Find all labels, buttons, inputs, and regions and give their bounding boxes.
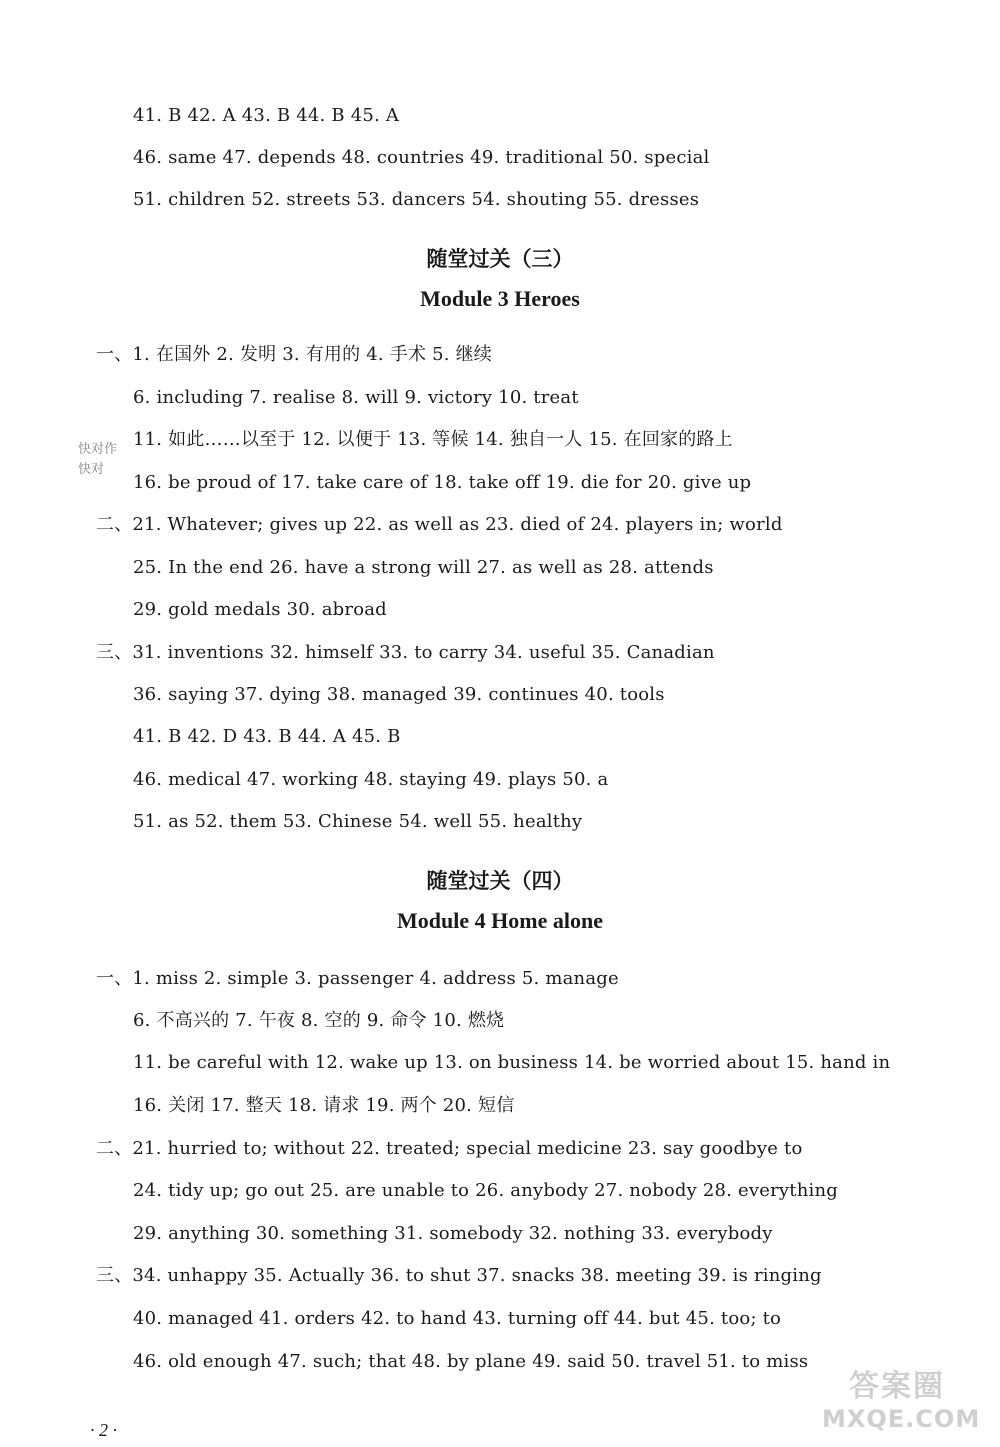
answer-line: 46. same 47. depends 48. countries 49. traditional 50. special: [133, 147, 710, 168]
module-title: Module 3 Heroes: [420, 286, 580, 311]
answer-line: [96, 1264, 822, 1288]
answer-line: 25. In the end 26. have a strong will 27. as well as 28. attends: [133, 557, 714, 578]
answer-line: 11. 如此……以至于 12. 以便于 13. 等候 14. 独自一人 15. 在回家的路上: [133, 429, 733, 450]
section-heading: 随堂过关（四）: [426, 869, 574, 893]
page-number: · 2 ·: [90, 1420, 117, 1440]
answer-line: 11. be careful with 12. wake up 13. on business 14. be worried about 15. hand in: [133, 1052, 891, 1073]
answer-line: 24. tidy up; go out 25. are unable to 26. anybody 27. nobody 28. everything: [133, 1180, 838, 1201]
answer-line: 46. old enough 47. such; that 48. by plane 49. said 50. travel 51. to miss: [133, 1351, 809, 1372]
watermark-title: 答案圈: [849, 1369, 945, 1404]
watermark-url: MXQE.COM: [822, 1405, 981, 1433]
part-marker: 二、: [96, 1138, 133, 1159]
answer-line: [96, 641, 715, 665]
answer-text: 21. Whatever; gives up 22. as well as 23. died of 24. players in; world: [132, 514, 783, 535]
margin-note-line: 快对: [78, 462, 105, 477]
watermark-logo: [822, 1361, 981, 1441]
answer-line: [96, 513, 783, 537]
answer-line: 6. including 7. realise 8. will 9. victory 10. treat: [133, 387, 579, 408]
answer-line: 51. children 52. streets 53. dancers 54. shouting 55. dresses: [133, 189, 700, 210]
answer-line: 40. managed 41. orders 42. to hand 43. turning off 44. but 45. too; to: [133, 1308, 782, 1329]
answer-text: 1. 在国外 2. 发明 3. 有用的 4. 手术 5. 继续: [132, 344, 492, 365]
part-marker: 一、: [96, 344, 133, 365]
answer-text: 31. inventions 32. himself 33. to carry 34. useful 35. Canadian: [132, 642, 715, 663]
margin-note: [78, 440, 117, 480]
answer-line: 41. B 42. D 43. B 44. A 45. B: [133, 726, 401, 747]
answer-line: 41. B 42. A 43. B 44. B 45. A: [133, 105, 400, 126]
part-marker: 二、: [96, 514, 133, 535]
answer-line: 16. be proud of 17. take care of 18. take off 19. die for 20. give up: [133, 472, 752, 493]
answer-line: [96, 343, 492, 367]
answer-line: [96, 1137, 803, 1161]
section-heading: 随堂过关（三）: [426, 247, 574, 271]
part-marker: 三、: [96, 1265, 133, 1286]
answer-text: 21. hurried to; without 22. treated; special medicine 23. say goodbye to: [132, 1138, 803, 1159]
answer-line: [96, 967, 619, 991]
answer-line: 51. as 52. them 53. Chinese 54. well 55. healthy: [133, 811, 583, 832]
module-title: Module 4 Home alone: [397, 908, 603, 933]
margin-note-line: 快对作: [78, 442, 118, 457]
answer-line: 29. gold medals 30. abroad: [133, 599, 387, 620]
part-marker: 一、: [96, 968, 133, 989]
part-marker: 三、: [96, 642, 133, 663]
answer-line: 29. anything 30. something 31. somebody 32. nothing 33. everybody: [133, 1223, 773, 1244]
answer-text: 1. miss 2. simple 3. passenger 4. address 5. manage: [132, 968, 619, 989]
answer-text: 34. unhappy 35. Actually 36. to shut 37. snacks 38. meeting 39. is ringing: [132, 1265, 822, 1286]
answer-line: 36. saying 37. dying 38. managed 39. continues 40. tools: [133, 684, 665, 705]
answer-line: 16. 关闭 17. 整天 18. 请求 19. 两个 20. 短信: [133, 1095, 515, 1116]
answer-line: 6. 不高兴的 7. 午夜 8. 空的 9. 命令 10. 燃烧: [133, 1010, 505, 1031]
answer-line: 46. medical 47. working 48. staying 49. plays 50. a: [133, 769, 609, 790]
